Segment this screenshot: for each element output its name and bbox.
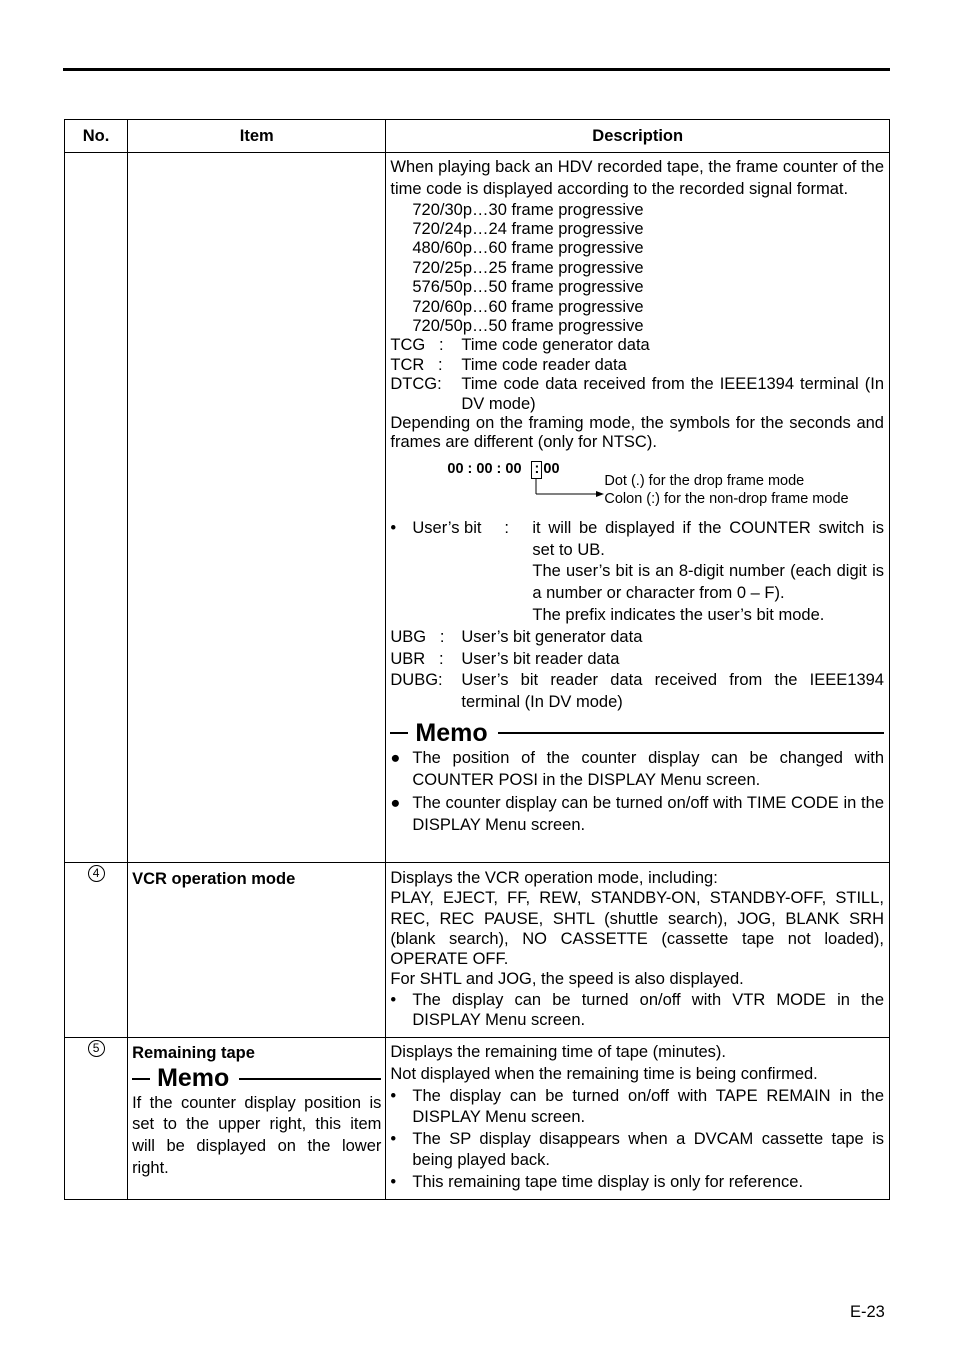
time-intro: When playing back an HDV recorded tape, the frame counter of the time code is displayed according to the recorded signal format. (390, 158, 884, 198)
list-item: 720/24p…24 frame progressive (412, 220, 644, 238)
users-bit-key: User’s bit : (412, 518, 509, 537)
row4-item (128, 863, 386, 1038)
memo-text: If the counter display position is set to the upper right, this item will be displayed on the lower right. (132, 1093, 382, 1177)
table-row-time-code (65, 153, 890, 863)
desc-line: For SHTL and JOG, the speed is also displayed. (390, 970, 744, 989)
table-row-vcr-mode (65, 863, 890, 1038)
desc-line: Not displayed when the remaining time is being confirmed. (390, 1064, 818, 1083)
row-number-badge: 5 (88, 1040, 105, 1057)
row5-no (65, 1038, 128, 1200)
row4-no (65, 863, 128, 1038)
drop-frame-label: Dot (.) for the drop frame mode (604, 472, 805, 489)
users-bit-line: The user’s bit is an 8-digit number (each digit is a number or character from 0 – F). (532, 562, 884, 603)
header-description: Description (386, 120, 890, 153)
list-item: 720/50p…50 frame progressive (412, 317, 644, 336)
list-item (390, 375, 884, 414)
memo-title: Memo (157, 1063, 230, 1092)
memo-heading (390, 718, 884, 748)
list-item: 720/25p…25 frame progressive (412, 258, 644, 277)
code-key: TCG : (390, 336, 444, 355)
bullet: • (390, 1172, 397, 1191)
page-number: E-23 (850, 1303, 885, 1321)
users-bit-line: it will be displayed if the COUNTER switch is set to UB. (532, 518, 884, 559)
code-key: DUBG: (390, 671, 443, 690)
top-rule (63, 68, 890, 71)
memo-dash (390, 732, 408, 734)
list-item (390, 990, 884, 1031)
memo-text: The position of the counter display can be changed with COUNTER POSI in the DISPLAY Menu screen. (412, 749, 884, 789)
row-number-badge: 4 (88, 865, 105, 882)
item-title: VCR operation mode (132, 870, 296, 888)
desc-line: Displays the VCR operation mode, including: (390, 869, 718, 887)
code-value: Time code generator data (461, 336, 650, 355)
memo-rule (498, 732, 884, 734)
bullet-text: The SP display disappears when a DVCAM cassette tape is being played back. (412, 1129, 884, 1170)
row-time-description (386, 153, 890, 863)
list-item: 720/30p…30 frame progressive (412, 200, 644, 219)
format-list (390, 201, 884, 337)
table-header-row (65, 120, 890, 153)
code-key: TCR : (390, 355, 443, 374)
list-item (390, 336, 884, 355)
users-bit-line: The prefix indicates the user’s bit mode. (532, 606, 825, 625)
list-item (390, 1172, 884, 1194)
row5-item (128, 1038, 386, 1200)
list-item (390, 649, 884, 671)
list-item (390, 627, 884, 649)
item-title: Remaining tape (132, 1044, 255, 1062)
memo-heading (132, 1065, 381, 1093)
desc-line: Displays the remaining time of tape (minutes). (390, 1043, 727, 1061)
memo-dash (132, 1078, 150, 1080)
bullet-text: This remaining tape time display is only for reference. (412, 1172, 804, 1191)
bullet: • (390, 990, 397, 1009)
nondrop-frame-label: Colon (:) for the non-drop frame mode (604, 490, 849, 507)
users-bit-text (532, 518, 884, 627)
users-bit-item (390, 518, 884, 627)
row5-description (386, 1038, 890, 1200)
list-item: 480/60p…60 frame progressive (412, 239, 644, 258)
row-time-no (65, 153, 128, 863)
code-key: UBG : (390, 627, 445, 646)
list-item (390, 670, 884, 714)
header-item: Item (128, 120, 386, 153)
code-value: Time code data received from the IEEE1394 terminal (In DV mode) (461, 375, 884, 413)
code-key: DTCG: (390, 375, 442, 394)
timecode-right: 00 (543, 460, 560, 477)
timecode-diagram (390, 453, 884, 509)
memo-rule (239, 1078, 381, 1080)
memo-item (390, 748, 884, 791)
code-key: UBR : (390, 649, 444, 668)
list-item: 576/50p…50 frame progressive (412, 278, 644, 297)
timecode-left: 00 : 00 : 00 (447, 460, 522, 477)
framing-note: Depending on the framing mode, the symbols for the seconds and frames are different (only for NTSC). (390, 414, 884, 452)
list-item: 720/60p…60 frame progressive (412, 297, 644, 316)
list-item (390, 1129, 884, 1172)
memo-text: The counter display can be turned on/off with TIME CODE in the DISPLAY Menu screen. (412, 794, 884, 834)
user-code-list (390, 627, 884, 714)
dot-bullet-icon: ● (390, 794, 401, 813)
bullet: • (390, 518, 397, 537)
header-no: No. (65, 120, 128, 153)
bullet-text: The display can be turned on/off with VTR MODE in the DISPLAY Menu screen. (412, 990, 884, 1030)
memo-item (390, 793, 884, 836)
table-row-remaining-tape (65, 1038, 890, 1200)
desc-line: PLAY, EJECT, FF, REW, STANDBY-ON, STANDBY-OFF, STILL, REC, REC PAUSE, SHTL (shuttle search), JOG, BLANK SRH (blank search), NO CASSETTE (cassette tape not loaded), OPERATE OFF. (390, 889, 884, 969)
memo-title: Memo (415, 718, 488, 747)
timecode-separator: : (531, 461, 542, 479)
code-value: Time code reader data (461, 355, 627, 374)
list-item (390, 1086, 884, 1129)
settings-table (64, 119, 890, 1200)
bullet: • (390, 1086, 397, 1105)
row-time-item (128, 153, 386, 863)
list-item (390, 356, 884, 375)
code-value: User’s bit reader data (461, 649, 620, 668)
code-value: User’s bit reader data received from the IEEE1394 terminal (In DV mode) (461, 671, 884, 712)
row4-description (386, 863, 890, 1038)
code-list (390, 336, 884, 414)
bullet-text: The display can be turned on/off with TAPE REMAIN in the DISPLAY Menu screen. (412, 1086, 884, 1127)
bullet: • (390, 1129, 397, 1148)
code-value: User’s bit generator data (461, 627, 643, 646)
dot-bullet-icon: ● (390, 749, 401, 768)
